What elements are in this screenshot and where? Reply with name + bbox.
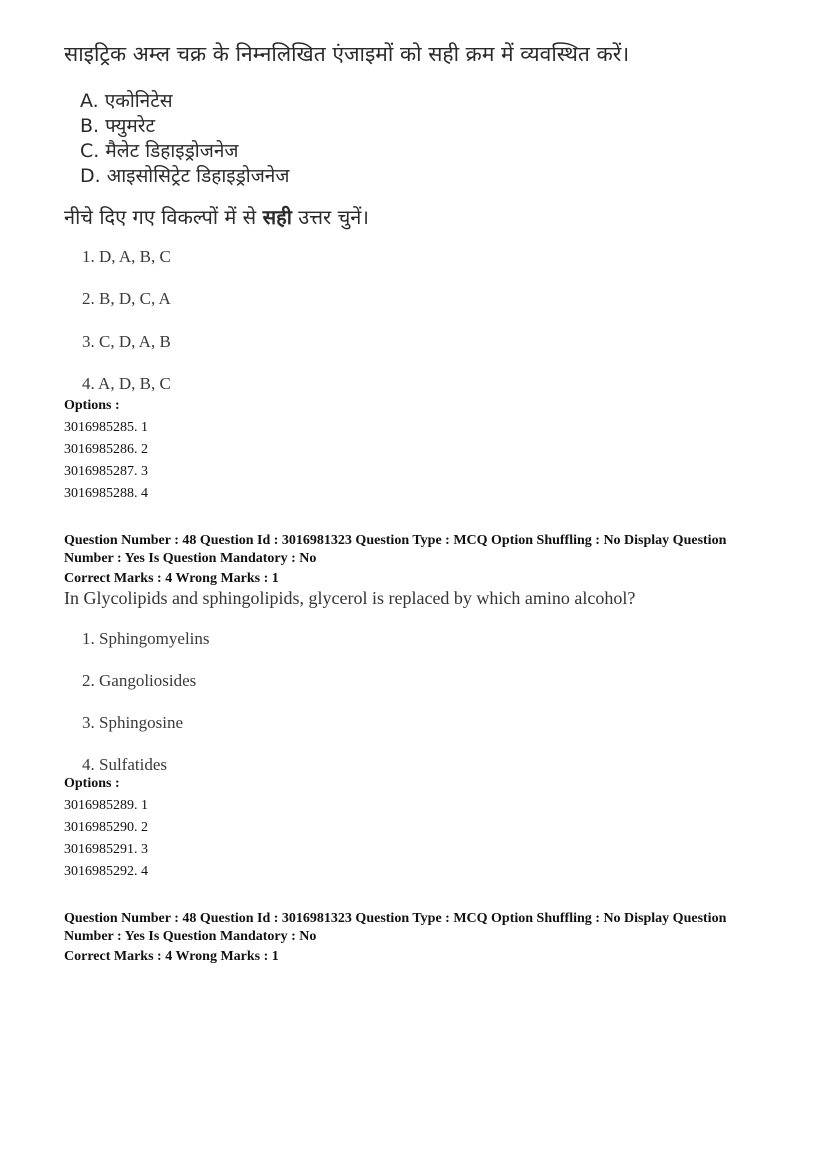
- choice-2: 2. B, D, C, A: [82, 289, 171, 308]
- options-label: Options :: [64, 398, 120, 413]
- option-id-4: 3016985292. 4: [64, 864, 148, 879]
- option-id-2: 3016985286. 2: [64, 442, 148, 457]
- enzyme-item-b: B. फ्युमरेट: [80, 115, 156, 137]
- enzyme-item-a: A. एकोनिटेस: [80, 90, 173, 112]
- choice-1: 1. Sphingomyelins: [82, 629, 210, 648]
- meta-line-2: Number : Yes Is Question Mandatory : No: [64, 551, 317, 566]
- question-48-meta-repeat: [64, 910, 774, 966]
- option-id-4: 3016985288. 4: [64, 486, 148, 501]
- option-id-3: 3016985287. 3: [64, 464, 148, 479]
- choice-4: 4. A, D, B, C: [82, 374, 171, 393]
- marks-line: Correct Marks : 4 Wrong Marks : 1: [64, 571, 279, 586]
- marks-line: Correct Marks : 4 Wrong Marks : 1: [64, 949, 279, 964]
- question-48-text: In Glycolipids and sphingolipids, glycerol is replaced by which amino alcohol?: [64, 588, 636, 608]
- meta-line-1: Question Number : 48 Question Id : 3016981323 Question Type : MCQ Option Shuffling : No Display Question: [64, 533, 727, 548]
- option-id-1: 3016985285. 1: [64, 420, 148, 435]
- question-47-text: साइट्रिक अम्ल चक्र के निम्नलिखित एंजाइमों को सही क्रम में व्यवस्थित करें।: [64, 42, 630, 66]
- question-48-meta: [64, 532, 774, 588]
- question-47-instruction: नीचे दिए गए विकल्पों में से सही उत्तर चुनें।: [64, 205, 369, 229]
- choice-3: 3. C, D, A, B: [82, 332, 171, 351]
- choice-3: 3. Sphingosine: [82, 713, 184, 732]
- choice-2: 2. Gangoliosides: [82, 671, 197, 690]
- meta-line-2: Number : Yes Is Question Mandatory : No: [64, 929, 317, 944]
- option-id-3: 3016985291. 3: [64, 842, 148, 857]
- enzyme-item-c: C. मैलेट डिहाइड्रोजनेज: [80, 140, 239, 162]
- choice-4: 4. Sulfatides: [82, 755, 167, 774]
- enzyme-item-d: D. आइसोसिट्रेट डिहाइड्रोजनेज: [80, 165, 290, 187]
- choice-1: 1. D, A, B, C: [82, 247, 171, 266]
- option-id-1: 3016985289. 1: [64, 798, 148, 813]
- meta-line-1: Question Number : 48 Question Id : 3016981323 Question Type : MCQ Option Shuffling : No Display Question: [64, 911, 727, 926]
- option-id-2: 3016985290. 2: [64, 820, 148, 835]
- options-label: Options :: [64, 776, 120, 791]
